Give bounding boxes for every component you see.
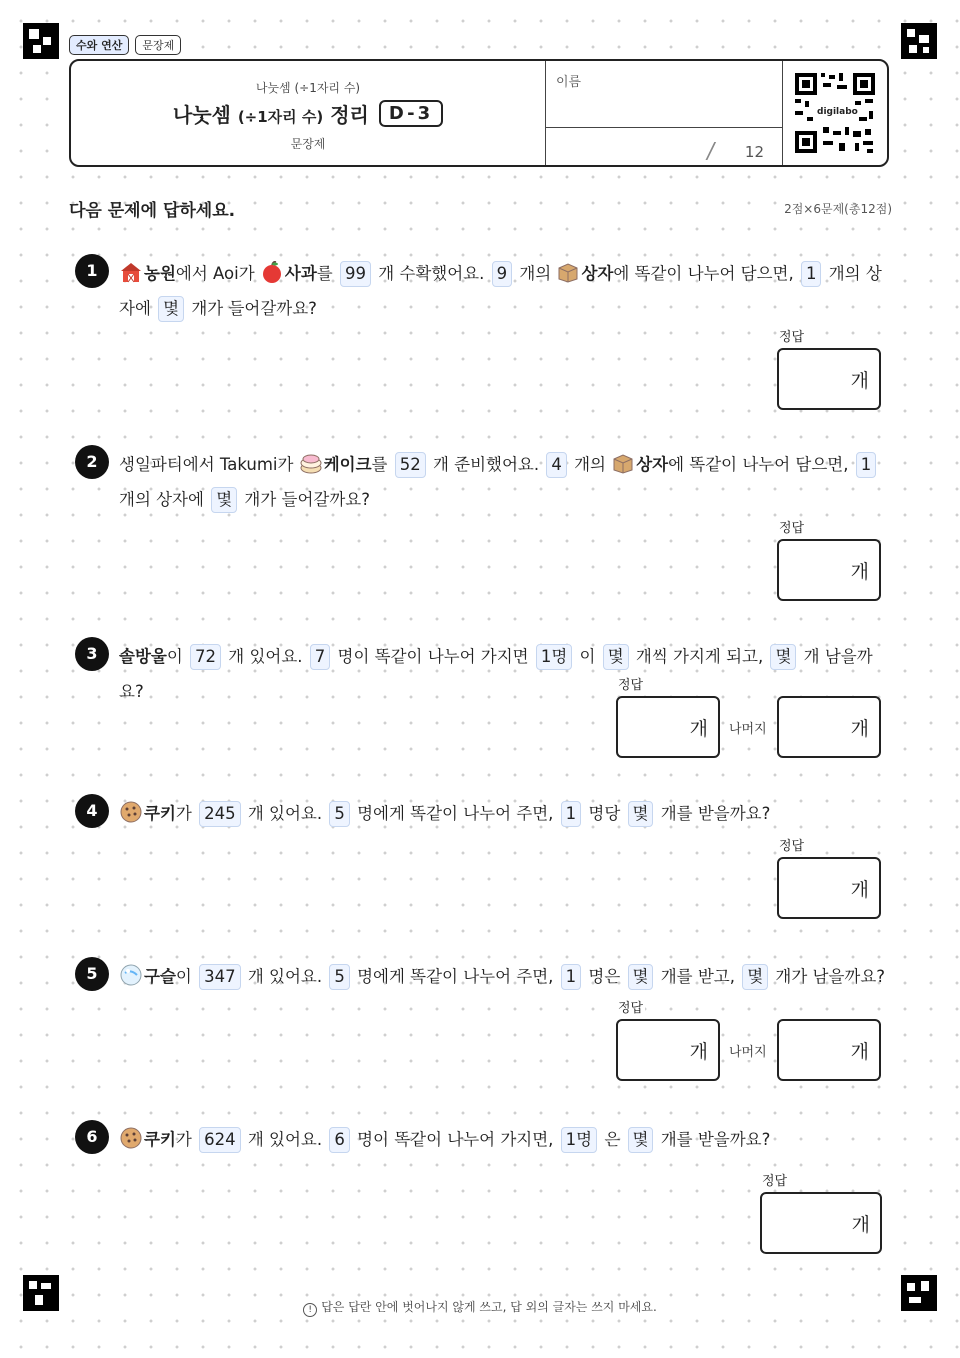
box-icon xyxy=(611,451,635,475)
info-icon: ! xyxy=(303,1303,317,1317)
answer-box[interactable] xyxy=(777,857,881,919)
header-type: 문장제 xyxy=(290,137,326,151)
answer-box[interactable] xyxy=(777,348,881,410)
marble-icon xyxy=(119,963,143,987)
cookie-icon xyxy=(119,1126,143,1150)
corner-marker-top-right xyxy=(901,23,937,59)
remainder-label: 나머지 xyxy=(727,1041,769,1060)
footer-note xyxy=(0,1298,960,1317)
corner-marker-top-left xyxy=(23,23,59,59)
answer-box[interactable] xyxy=(777,539,881,601)
title-section xyxy=(71,61,545,165)
unit-label: 개 xyxy=(850,1041,869,1063)
name-score-section xyxy=(545,61,783,165)
divider xyxy=(546,127,782,128)
unit-label: 개 xyxy=(689,1041,708,1063)
question-number: 4 xyxy=(75,794,109,828)
answer-box[interactable] xyxy=(760,1192,882,1254)
answer-box-quotient[interactable] xyxy=(616,1019,720,1081)
worksheet-code: D-3 xyxy=(379,100,443,127)
answer-label: 정답 xyxy=(777,326,806,345)
category-tags xyxy=(69,35,181,55)
box-icon xyxy=(556,260,580,284)
worksheet-header xyxy=(69,59,889,167)
cookie-icon xyxy=(119,800,143,824)
cake-icon xyxy=(299,451,323,475)
question-text: 농원에서 Aoi가 사과를 99 개 수확했어요. 9 개의 상자에 똑같이 나누어 담으면, 1 개의 상자에 몇 개가 들어갈까요? xyxy=(119,256,889,326)
tag-type: 문장제 xyxy=(135,35,181,55)
answer-box-remainder[interactable] xyxy=(777,1019,881,1081)
page-title xyxy=(71,99,545,128)
footer-text: 답은 답란 안에 벗어나지 않게 쓰고, 답 외의 글자는 쓰지 마세요. xyxy=(321,1300,657,1314)
question-text: 쿠키가 245 개 있어요. 5 명에게 똑같이 나누어 주면, 1 명당 몇 개를 받을까요? xyxy=(119,796,889,831)
unit-label: 개 xyxy=(850,718,869,740)
answer-label: 정답 xyxy=(760,1170,789,1189)
slash-icon: / xyxy=(705,139,718,164)
question-text: 생일파티에서 Takumi가 케이크를 52 개 준비했어요. 4 개의 상자에 똑같이 나누어 담으면, 1 개의 상자에 몇 개가 들어갈까요? xyxy=(119,447,889,517)
unit-label: 개 xyxy=(850,370,869,392)
unit-label: 개 xyxy=(850,879,869,901)
qr-label: digilabo xyxy=(817,107,858,117)
qr-code-icon xyxy=(793,71,877,155)
score-field xyxy=(707,139,764,164)
apple-icon xyxy=(260,260,284,284)
answer-label: 정답 xyxy=(616,674,645,693)
unit-label: 개 xyxy=(689,718,708,740)
answer-label: 정답 xyxy=(777,517,806,536)
question-text: 쿠키가 624 개 있어요. 6 명이 똑같이 나누어 가지면, 1명 은 몇 개를 받을까요? xyxy=(119,1122,889,1157)
question-number: 5 xyxy=(75,957,109,991)
unit-label: 개 xyxy=(850,561,869,583)
score-total: 12 xyxy=(744,142,764,161)
points-info: 2점×6문제(총12점) xyxy=(784,202,892,216)
tag-category: 수와 연산 xyxy=(69,35,129,55)
title-main: 나눗셈 xyxy=(172,103,231,127)
question-number: 6 xyxy=(75,1120,109,1154)
answer-label: 정답 xyxy=(616,997,645,1016)
question-number: 2 xyxy=(75,445,109,479)
answer-box-quotient[interactable] xyxy=(616,696,720,758)
remainder-label: 나머지 xyxy=(727,718,769,737)
title-paren: (÷1자리 수) xyxy=(237,108,324,126)
farm-barn-icon xyxy=(119,260,143,284)
question-text: 솔방울이 72 개 있어요. 7 명이 똑같이 나누어 가지면 1명 이 몇 개씩 가지게 되고, 몇 개 남을까요? xyxy=(119,639,889,709)
question-number: 1 xyxy=(75,254,109,288)
title-end: 정리 xyxy=(330,103,369,127)
question-text: 구슬이 347 개 있어요. 5 명에게 똑같이 나누어 주면, 1 명은 몇 개를 받고, 몇 개가 남을까요? xyxy=(119,959,889,994)
unit-label: 개 xyxy=(851,1214,870,1236)
name-label: 이름 xyxy=(556,75,582,90)
answer-label: 정답 xyxy=(777,835,806,854)
answer-box-remainder[interactable] xyxy=(777,696,881,758)
instruction: 다음 문제에 답하세요. xyxy=(69,201,236,221)
header-subtitle: 나눗셈 (÷1자리 수) xyxy=(255,81,361,95)
question-number: 3 xyxy=(75,637,109,671)
